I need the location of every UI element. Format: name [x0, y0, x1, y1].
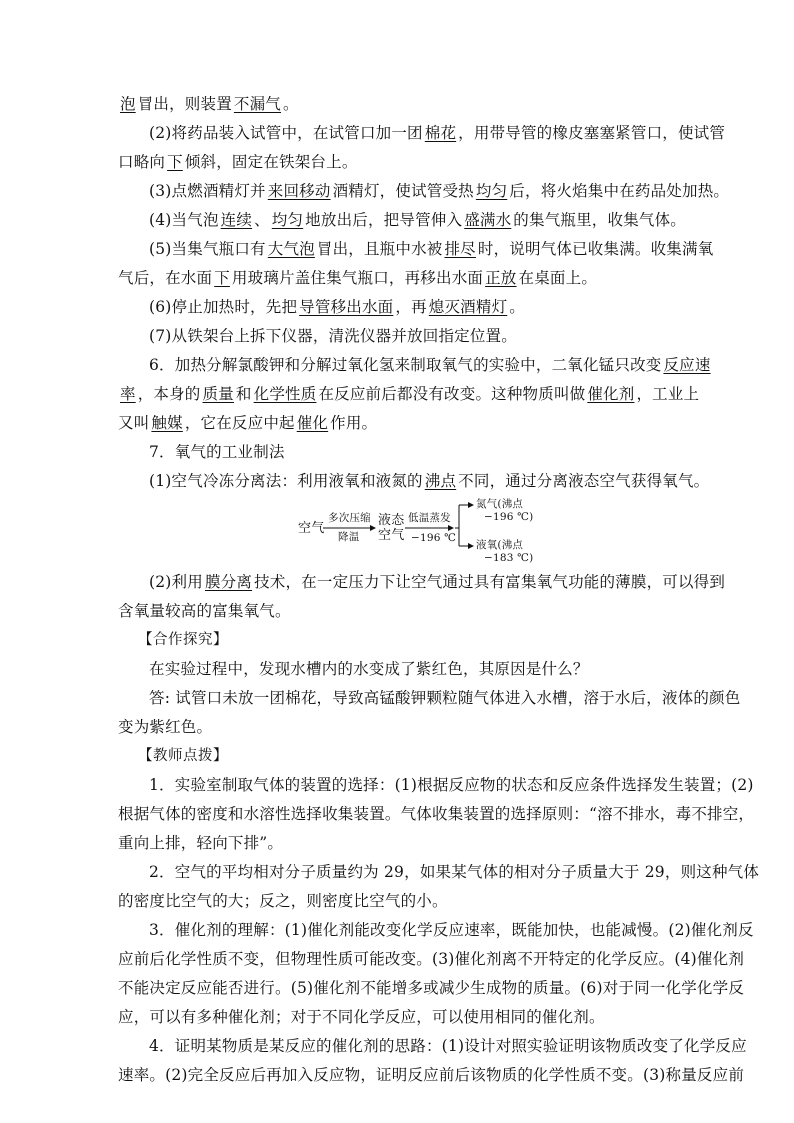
text-line [118, 858, 760, 887]
answer-blank: 均匀 [475, 182, 508, 200]
text-segment: 用玻璃片盖住集气瓶口，再移出水面 [231, 269, 484, 287]
text-segment: 和 [235, 385, 252, 403]
answer-blank: 下 [214, 269, 230, 287]
text-line [118, 771, 754, 800]
answer-blank: 沸点 [424, 472, 457, 490]
text-segment: 技术，在一定压力下让空气通过具有富集氧气功能的薄膜，可以得到 [254, 573, 726, 591]
text-line [118, 800, 755, 829]
text-segment: 在桌面上。 [518, 269, 598, 287]
text-segment: 根据气体的密度和水溶性选择收集装置。气体收集装置的选择原则：“溶不排水，毒不排空， [118, 805, 755, 823]
text-line [118, 887, 676, 916]
answer-blank: 盛满水 [464, 211, 512, 229]
text-segment: 7．氧气的工业制法 [149, 443, 285, 461]
diagram-liquid-oxygen: 液氧(沸点 [476, 539, 524, 551]
text-segment: 应，可以有多种催化剂；对于不同化学反应，可以使用相同的催化剂。 [118, 1008, 605, 1026]
text-line [118, 916, 754, 945]
diagram-step2-bottom: −196 ℃ [411, 532, 457, 544]
text-segment: 含氧量较高的富集氧气。 [118, 602, 291, 620]
text-segment: 在实验过程中，发现水槽内的水变成了紫红色，其原因是什么？ [149, 660, 589, 678]
text-line [118, 322, 676, 351]
text-segment: ，再 [395, 298, 427, 316]
text-segment: 时，说明气体已收集满。收集满氧 [477, 240, 714, 258]
air-separation-diagram [118, 496, 676, 566]
arrow-head [370, 525, 376, 531]
text-segment: 在反应前后都没有改变。这种物质叫做 [318, 385, 586, 403]
text-line [118, 597, 676, 626]
answer-blank: 棉花 [424, 124, 457, 142]
answer-blank: 下 [167, 153, 183, 171]
text-line [118, 351, 711, 380]
text-segment: 的密度比空气的大；反之，则密度比空气的小。 [118, 892, 448, 910]
text-segment: 又叫 [118, 414, 150, 432]
answer-blank: 熄灭酒精灯 [428, 298, 508, 316]
text-line [118, 409, 676, 438]
text-line [118, 684, 741, 713]
text-line [118, 467, 710, 496]
text-segment: 作用。 [330, 414, 378, 432]
section-heading: 【教师点拨】 [138, 748, 228, 764]
arrow-head [468, 502, 474, 508]
answer-blank: 膜分离 [204, 573, 253, 591]
text-line [118, 264, 676, 293]
answer-blank: 反应速 [663, 356, 711, 374]
text-line [118, 713, 676, 742]
answer-blank: 触媒 [151, 414, 183, 432]
text-segment: (5)当集气瓶口有 [149, 240, 266, 258]
text-segment: 气后，在水面 [118, 269, 213, 287]
text-segment: (2)将药品装入试管中，在试管口加一团 [149, 124, 423, 142]
diagram-nitrogen: 氮气(沸点 [476, 498, 524, 510]
text-line [118, 206, 686, 235]
text-segment: 不能决定反应能否进行。(5)催化剂不能增多或减少生成物的质量。(6)对于同一化学化学反 [118, 979, 745, 997]
text-line [118, 655, 676, 684]
text-segment: 2．空气的平均相对分子质量约为 29，如果某气体的相对分子质量大于 29，则这种气体 [149, 863, 760, 881]
arrow-head [468, 543, 474, 549]
diagram-step1-top: 多次压缩 [328, 512, 371, 524]
text-segment: 速率。(2)完全反应后再加入反应物，证明反应前后该物质的化学性质不变。(3)称量反应前 [118, 1066, 745, 1084]
answer-blank: 催化 [296, 414, 329, 432]
answer-blank: 来回移动 [267, 182, 331, 200]
text-segment: 重向上排，轻向下排”。 [118, 834, 284, 852]
text-segment: 口略向 [118, 153, 166, 171]
text-line [118, 438, 676, 467]
answer-blank: 连续 [220, 211, 253, 229]
text-segment: 应前后化学性质不变，但物理性质可能改变。(3)催化剂离不开特定的化学反应。(4)催化剂 [118, 950, 745, 968]
answer-blank: 排尽 [444, 240, 476, 258]
text-line [118, 235, 714, 264]
text-line [118, 119, 726, 148]
text-segment: (2)利用 [149, 573, 203, 591]
diagram-step2-top: 低温蒸发 [408, 512, 451, 524]
answer-blank: 泡 [120, 95, 136, 113]
text-segment: (6)停止加热时，先把 [149, 298, 298, 316]
text-segment: 1．实验室制取气体的装置的选择：(1)根据反应物的状态和反应条件选择发生装置；(2) [149, 776, 754, 794]
text-segment: ，用带导管的橡皮塞塞紧管口，使试管 [458, 124, 726, 142]
text-segment: 地放出后，把导管伸入 [305, 211, 463, 229]
text-line [118, 90, 676, 119]
answer-blank: 催化剂 [587, 385, 635, 403]
answer-blank: 率 [120, 385, 136, 403]
answer-blank: 导管移出水面 [299, 298, 394, 316]
text-segment: 变为紫红色。 [118, 718, 213, 736]
answer-blank: 大气泡 [267, 240, 315, 258]
text-segment: 4．证明某物质是某反应的催化剂的思路：(1)设计对照实验证明该物质改变了化学反应 [149, 1037, 747, 1055]
text-line [118, 380, 700, 409]
text-segment: 、 [254, 211, 270, 229]
text-segment: 冒出，则装置 [137, 95, 232, 113]
diagram-liquid-air: 液态 [378, 513, 405, 528]
text-line [118, 829, 676, 858]
text-line [118, 1061, 745, 1090]
text-line [118, 148, 676, 177]
text-segment: (7)从铁架台上拆下仪器，清洗仪器并放回指定位置。 [149, 327, 517, 345]
text-segment: ，它在反应中起 [184, 414, 295, 432]
answer-blank: 正放 [485, 269, 517, 287]
answer-blank: 质量 [202, 385, 234, 403]
diagram-air: 空气 [298, 521, 325, 536]
document-page [118, 90, 760, 1090]
answer-blank: 不漏气 [233, 95, 282, 113]
text-segment: 的集气瓶里，收集气体。 [513, 211, 686, 229]
text-segment: (3)点燃酒精灯并 [149, 182, 266, 200]
answer-blank: 均匀 [271, 211, 304, 229]
text-line [118, 177, 730, 206]
answer-blank: 化学性质 [253, 385, 317, 403]
diagram-nitrogen-bp: −196 ℃) [484, 511, 534, 523]
diagram-step1-bottom: 降温 [338, 531, 360, 543]
text-segment: 后，将火焰集中在药品处加热。 [509, 182, 730, 200]
diagram-liquid-air: 空气 [378, 528, 405, 543]
text-segment: ，本身的 [137, 385, 201, 403]
text-segment: 。 [509, 298, 525, 316]
text-segment: 3．催化剂的理解：(1)催化剂能改变化学反应速率，既能加快，也能减慢。(2)催化剂反 [149, 921, 754, 939]
text-line [118, 293, 676, 322]
text-segment: 倾斜，固定在铁架台上。 [184, 153, 358, 171]
text-segment: ，工业上 [636, 385, 700, 403]
text-line [118, 974, 745, 1003]
text-line [118, 568, 726, 597]
text-line [118, 1032, 747, 1061]
diagram-liquid-oxygen-bp: −183 ℃) [484, 552, 534, 564]
arrow-head [448, 525, 454, 531]
text-segment: 6．加热分解氯酸钾和分解过氧化氢来制取氧气的实验中，二氧化锰只改变 [149, 356, 662, 374]
text-segment: 答: 试管口未放一团棉花，导致高锰酸钾颗粒随气体进入水槽，溶于水后，液体的颜色 [149, 689, 741, 707]
text-segment: (1)空气冷冻分离法：利用液氧和液氮的 [149, 472, 423, 490]
text-line [118, 945, 745, 974]
text-segment: 酒精灯，使试管受热 [332, 182, 474, 200]
text-segment: 。 [283, 95, 299, 113]
text-segment: 冒出，且瓶中水被 [316, 240, 443, 258]
text-segment: 不同，通过分离液态空气获得氧气。 [458, 472, 710, 490]
text-line [118, 1003, 676, 1032]
section-heading: 【合作探究】 [138, 632, 228, 648]
text-segment: (4)当气泡 [149, 211, 219, 229]
